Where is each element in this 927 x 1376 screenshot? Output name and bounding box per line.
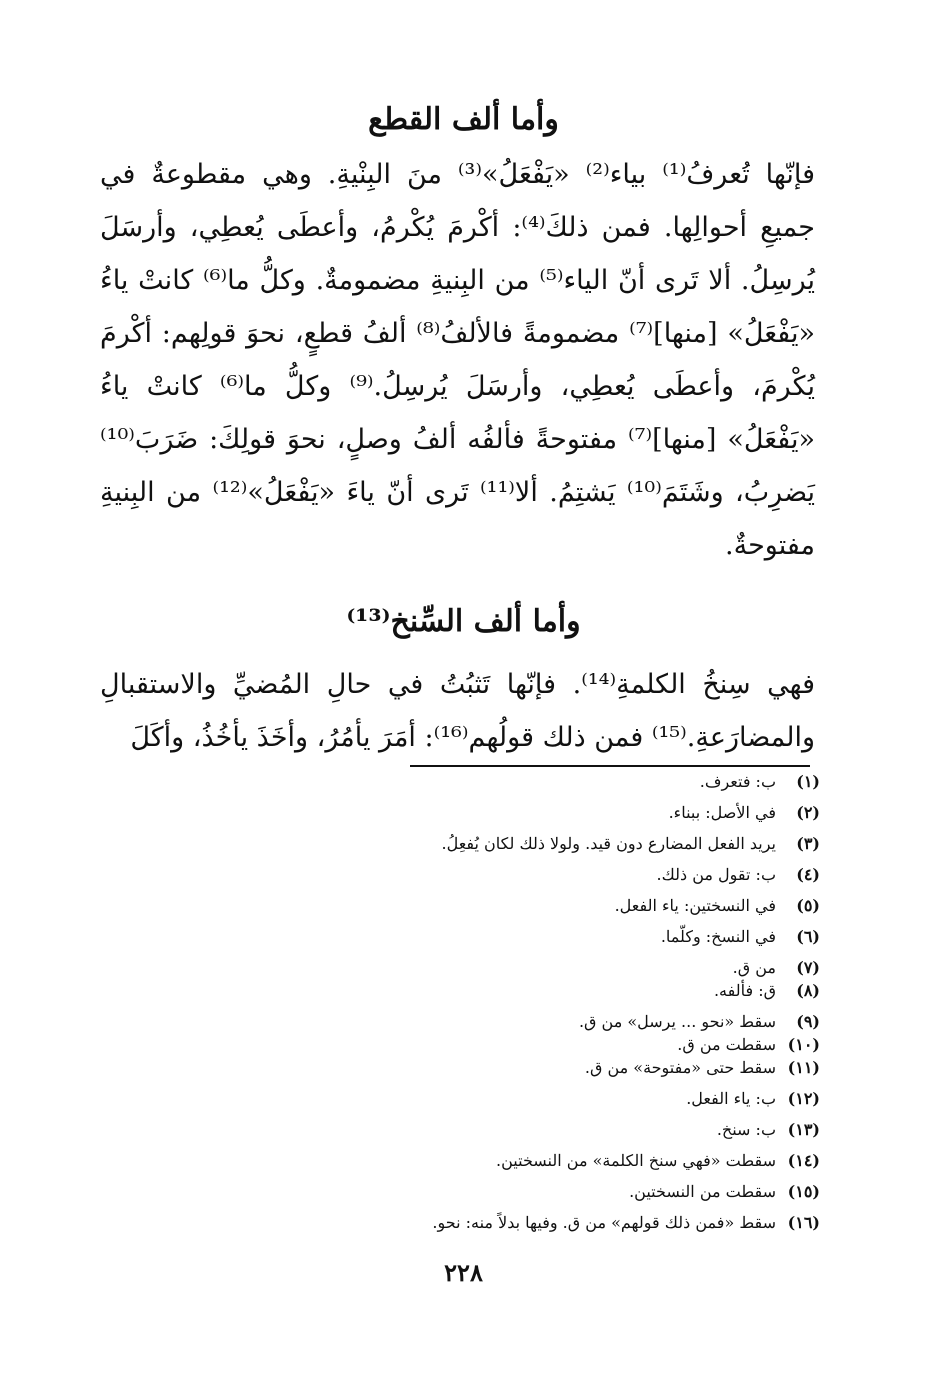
paragraph-hamzat-al-qat [100,148,815,572]
footnote-item [150,958,820,981]
footnote-number: (١١) [787,1058,820,1077]
footnote-text: سقطت من ق. [677,1035,776,1054]
footnote-item [150,1182,820,1213]
footnote-item [150,1089,820,1120]
footnote-item [150,1035,820,1058]
footnote-number: (١٤) [787,1151,820,1170]
footnote-number: (٩) [796,1012,820,1031]
footnote-item [150,1213,820,1244]
footnote-item [150,1058,820,1089]
footnote-text: سقط «نحو ... يرسل» من ق. [578,1012,776,1031]
footnote-number: (١٥) [787,1182,820,1201]
footnote-item [150,927,820,958]
footnote-text: في النسختين: ياء الفعل. [614,896,776,915]
section-heading-hamzat-al-qat: وأما ألف القطع [368,102,559,137]
page-number: ٢٢٨ [444,1258,483,1287]
footnote-number: (١٠) [787,1035,820,1054]
footnote-number: (٤) [796,865,820,884]
section-heading-alif-al-sinkh: وأما ألف السِّنخ⁽¹³⁾ [346,604,581,639]
footnote-number: (٥) [796,896,820,915]
footnote-item [150,803,820,834]
footnote-text: سقط حتى «مفتوحة» من ق. [584,1058,776,1077]
footnote-text: ب: تقول من ذلك. [656,865,776,884]
paragraph-text: فهي سِنخُ الكلمةِ⁽¹⁴⁾. فإنّها تَثبُتُ في حالِ المُضيِّ والاستقبالِ والمضارَعةِ.⁽¹⁵⁾ فمن ذلك قولُهم⁽¹⁶⁾: أمَرَ يأمُرُ، وأخَذَ يأخُذُ، وأكَلَ [100,669,815,753]
footnote-number: (٨) [796,981,820,1000]
footnote-text: ب: سنخ. [716,1120,776,1139]
footnote-number: (٧) [796,958,820,977]
footnote-item [150,865,820,896]
footnote-number: (١٦) [787,1213,820,1232]
footnote-item [150,896,820,927]
footnote-text: سقطت من النسختين. [629,1182,776,1201]
footnote-separator-rule [410,765,810,767]
footnote-number: (١) [796,772,820,791]
footnote-number: (٢) [796,803,820,822]
footnote-item [150,1120,820,1151]
paragraph-alif-al-sinkh [100,658,815,764]
footnote-text: من ق. [732,958,776,977]
footnote-text: ب: فتعرف. [699,772,776,791]
paragraph-text: فإنّها تُعرفُ⁽¹⁾ بياء⁽²⁾ «يَفْعَلُ»⁽³⁾ منَ البِنْيةِ. وهي مقطوعةٌ في جميعِ أحوالِها. فمن ذلكَ⁽⁴⁾: أكْرمَ يُكْرمُ، وأعطَى يُعطِي، وأرسَلَ يُرسِلُ. ألا تَرى أنّ الياء⁽⁵⁾ من البِنيةِ مضمومةٌ. وكلُّ ما⁽⁶⁾ كانتْ ياءُ «يَفْعَلُ» [منها]⁽⁷⁾ مضمومةً فالألفُ⁽⁸⁾ ألفُ قطعٍ، نحوَ قولِهم: أكْرمَ يُكْرمَ، وأعطَى يُعطِي، وأرسَلَ يُرسِلُ.⁽⁹⁾ وكلُّ ما⁽⁶⁾ كانتْ ياءُ «يَفْعَلُ» [منها]⁽⁷⁾ مفتوحةً فألفُه ألفُ وصلٍ، نحوَ قولِكَ: ضَرَبَ⁽¹⁰⁾ يَضرِبُ، وشَتَمَ⁽¹⁰⁾ يَشتِمُ. ألا⁽¹¹⁾ تَرى أنّ ياءَ «يَفْعَلُ»⁽¹²⁾ من البِنيةِ مفتوحةٌ. [100,159,816,561]
footnote-number: (٣) [796,834,820,853]
footnote-text: يريد الفعل المضارع دون قيد. ولولا ذلك لكان يُفعِلُ. [441,834,776,853]
footnote-text: سقطت «فهي سنخ الكلمة» من النسختين. [496,1151,776,1170]
footnote-item [150,834,820,865]
footnote-item [150,1151,820,1182]
footnote-number: (١٢) [787,1089,820,1108]
footnote-text: سقط «فمن ذلك قولهم» من ق. وفيها بدلاً منه: نحو. [432,1213,776,1232]
footnote-text: في النسخ: وكلّما. [660,927,776,946]
footnote-item [150,981,820,1012]
footnote-text: ب: ياء الفعل. [686,1089,776,1108]
footnote-item [150,1012,820,1035]
footnote-number: (٦) [796,927,820,946]
footnote-item [150,772,820,803]
footnotes-list [150,772,820,1244]
footnote-number: (١٣) [787,1120,820,1139]
footnote-text: في الأصل: ببناء. [668,803,776,822]
footnote-text: ق: فألفه. [713,981,776,1000]
